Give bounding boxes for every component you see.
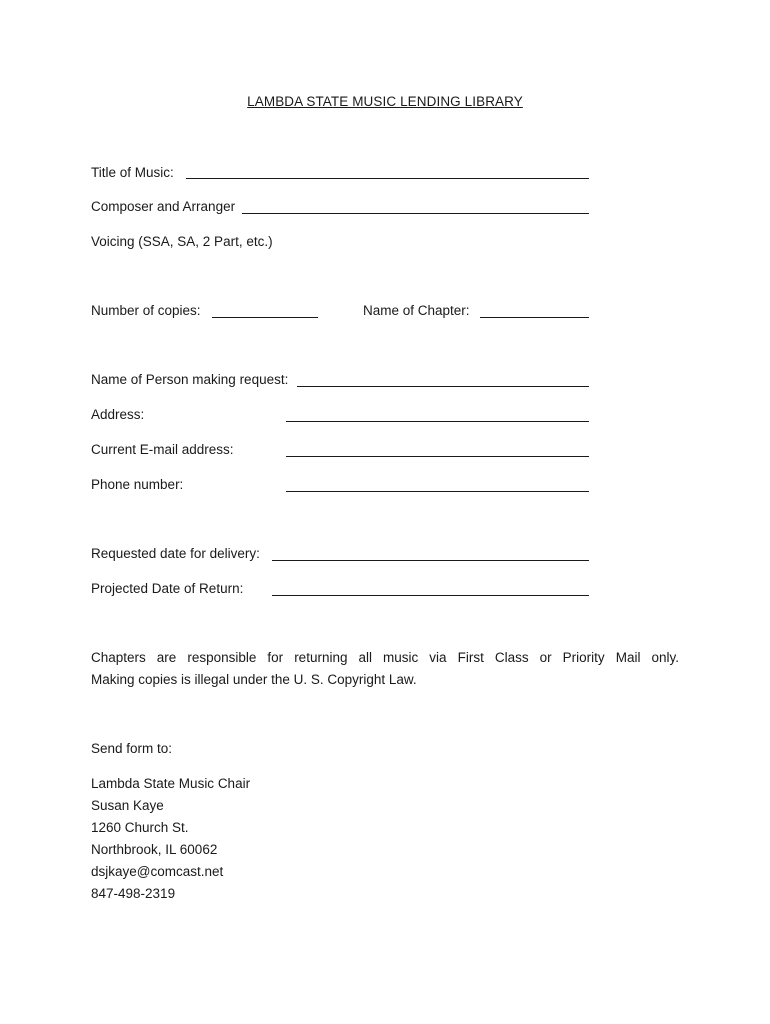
address-line-chair: Lambda State Music Chair: [91, 776, 251, 791]
page-title: LAMBDA STATE MUSIC LENDING LIBRARY: [247, 94, 523, 109]
number-of-copies-field[interactable]: [212, 317, 318, 318]
mailing-address: [91, 773, 250, 905]
address-label: Address:: [91, 407, 145, 422]
address-line-name: Susan Kaye: [91, 798, 164, 813]
return-date-field[interactable]: [272, 595, 589, 596]
address-line-city: Northbrook, IL 60062: [91, 842, 218, 857]
name-of-chapter-label: Name of Chapter:: [363, 303, 470, 318]
return-date-label: Projected Date of Return:: [91, 581, 244, 596]
composer-arranger-field[interactable]: [242, 213, 589, 214]
number-of-copies-label: Number of copies:: [91, 303, 201, 318]
delivery-date-field[interactable]: [272, 560, 589, 561]
address-field[interactable]: [286, 421, 589, 422]
address-line-street: 1260 Church St.: [91, 820, 189, 835]
requester-name-field[interactable]: [297, 386, 589, 387]
notice-line-1: Chapters are responsible for returning all music via First Class or Priority Mail only.: [91, 650, 679, 665]
address-line-phone: 847-498-2319: [91, 886, 176, 901]
title-of-music-field[interactable]: [186, 178, 589, 179]
notice-line-2: Making copies is illegal under the U. S. Copyright Law.: [91, 672, 417, 687]
voicing-label: Voicing (SSA, SA, 2 Part, etc.): [91, 234, 273, 249]
send-to-heading: Send form to:: [91, 741, 173, 756]
name-of-chapter-field[interactable]: [480, 317, 589, 318]
phone-label: Phone number:: [91, 477, 184, 492]
email-label: Current E-mail address:: [91, 442, 234, 457]
address-line-email: dsjkaye@comcast.net: [91, 864, 224, 879]
email-field[interactable]: [286, 456, 589, 457]
requester-name-label: Name of Person making request:: [91, 372, 289, 387]
title-of-music-label: Title of Music:: [91, 165, 174, 180]
phone-field[interactable]: [286, 491, 589, 492]
composer-arranger-label: Composer and Arranger: [91, 199, 236, 214]
delivery-date-label: Requested date for delivery:: [91, 546, 260, 561]
notice-paragraph: [91, 647, 679, 691]
